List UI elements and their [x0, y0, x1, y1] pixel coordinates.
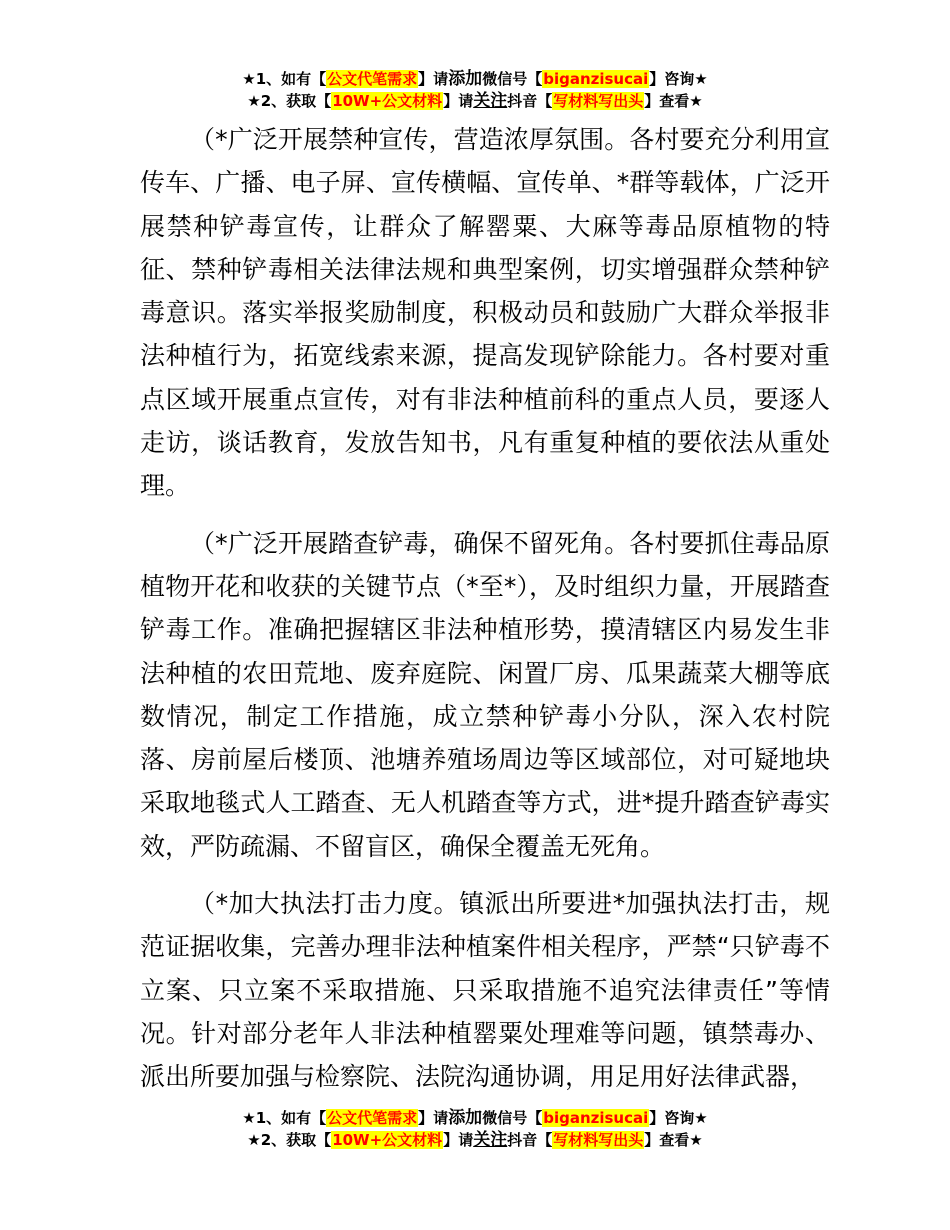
promo-highlight: 公文代笔需求 — [327, 70, 418, 88]
promo-text: 】请 — [418, 1109, 449, 1127]
paragraph: （*加大执法打击力度。镇派出所要进*加强执法打击，规范证据收集，完善办理非法种植案件相关程序，严禁“只铲毒不立案、只立案不采取措施、只采取措施不追究法律责任”等情况。针对部分老年人非法种植罂粟处理难等问题，镇禁毒办、派出所要加强与检察院、法院沟通协调，用足用好法律武器， — [140, 889, 830, 1092]
paragraph: （*广泛开展禁种宣传，营造浓厚氛围。各村要充分利用宣传车、广播、电子屏、宣传横幅、宣传单、*群等载体，广泛开展禁种铲毒宣传，让群众了解罂粟、大麻等毒品原植物的特征、禁种铲毒相关法律法规和典型案例，切实增强群众禁种铲毒意识。落实举报奖励制度，积极动员和鼓励广大群众举报非法种植行为，拓宽线索来源，提高发现铲除能力。各村要对重点区域开展重点宣传，对有非法种植前科的重点人员，要逐人走访，谈话教育，发放告知书，凡有重复种植的要依法从重处理。 — [140, 125, 830, 501]
promo-text: 】请 — [443, 1131, 474, 1149]
promo-highlight: biganzisucai — [543, 1109, 649, 1127]
promo-line-2 — [0, 1129, 950, 1151]
promo-highlight: 公文代笔需求 — [327, 1109, 418, 1127]
promo-text: 】咨询★ — [649, 1109, 708, 1127]
promo-emphasis: 添加 — [448, 1108, 483, 1128]
document-body — [140, 118, 830, 1113]
promo-emphasis: 添加 — [448, 69, 483, 89]
promo-highlight: 写材料写出头 — [553, 92, 644, 110]
promo-line-1 — [0, 68, 950, 90]
promo-text: 抖音【 — [507, 92, 553, 110]
promo-text: 微信号【 — [482, 1109, 543, 1127]
promo-line-1 — [0, 1107, 950, 1129]
promo-highlight: 写材料写出头 — [553, 1131, 644, 1149]
promo-text: ★1、如有【 — [242, 70, 327, 88]
promo-text: ★2、获取【 — [247, 92, 332, 110]
footer-promo-banner — [0, 1107, 950, 1151]
promo-highlight: biganzisucai — [543, 70, 649, 88]
header-promo-banner — [0, 68, 950, 112]
promo-emphasis: 关注 — [473, 1130, 508, 1150]
promo-text: ★1、如有【 — [242, 1109, 327, 1127]
promo-highlight: 10W+公文材料 — [332, 92, 443, 110]
promo-emphasis: 关注 — [473, 91, 508, 111]
paragraph: （*广泛开展踏查铲毒，确保不留死角。各村要抓住毒品原植物开花和收获的关键节点（*至*），及时组织力量，开展踏查铲毒工作。准确把握辖区非法种植形势，摸清辖区内易发生非法种植的农田荒地、废弃庭院、闲置厂房、瓜果蔬菜大棚等底数情况，制定工作措施，成立禁种铲毒小分队，深入农村院落、房前屋后楼顶、池塘养殖场周边等区域部位，对可疑地块采取地毯式人工踏查、无人机踏查等方式，进*提升踏查铲毒实效，严防疏漏、不留盲区，确保全覆盖无死角。 — [140, 528, 830, 861]
promo-text: 抖音【 — [507, 1131, 553, 1149]
promo-text: ★2、获取【 — [247, 1131, 332, 1149]
promo-text: 】查看★ — [644, 92, 703, 110]
promo-line-2 — [0, 90, 950, 112]
promo-text: 】咨询★ — [649, 70, 708, 88]
promo-text: 】请 — [443, 92, 474, 110]
promo-highlight: 10W+公文材料 — [332, 1131, 443, 1149]
promo-text: 微信号【 — [482, 70, 543, 88]
promo-text: 】请 — [418, 70, 449, 88]
promo-text: 】查看★ — [644, 1131, 703, 1149]
